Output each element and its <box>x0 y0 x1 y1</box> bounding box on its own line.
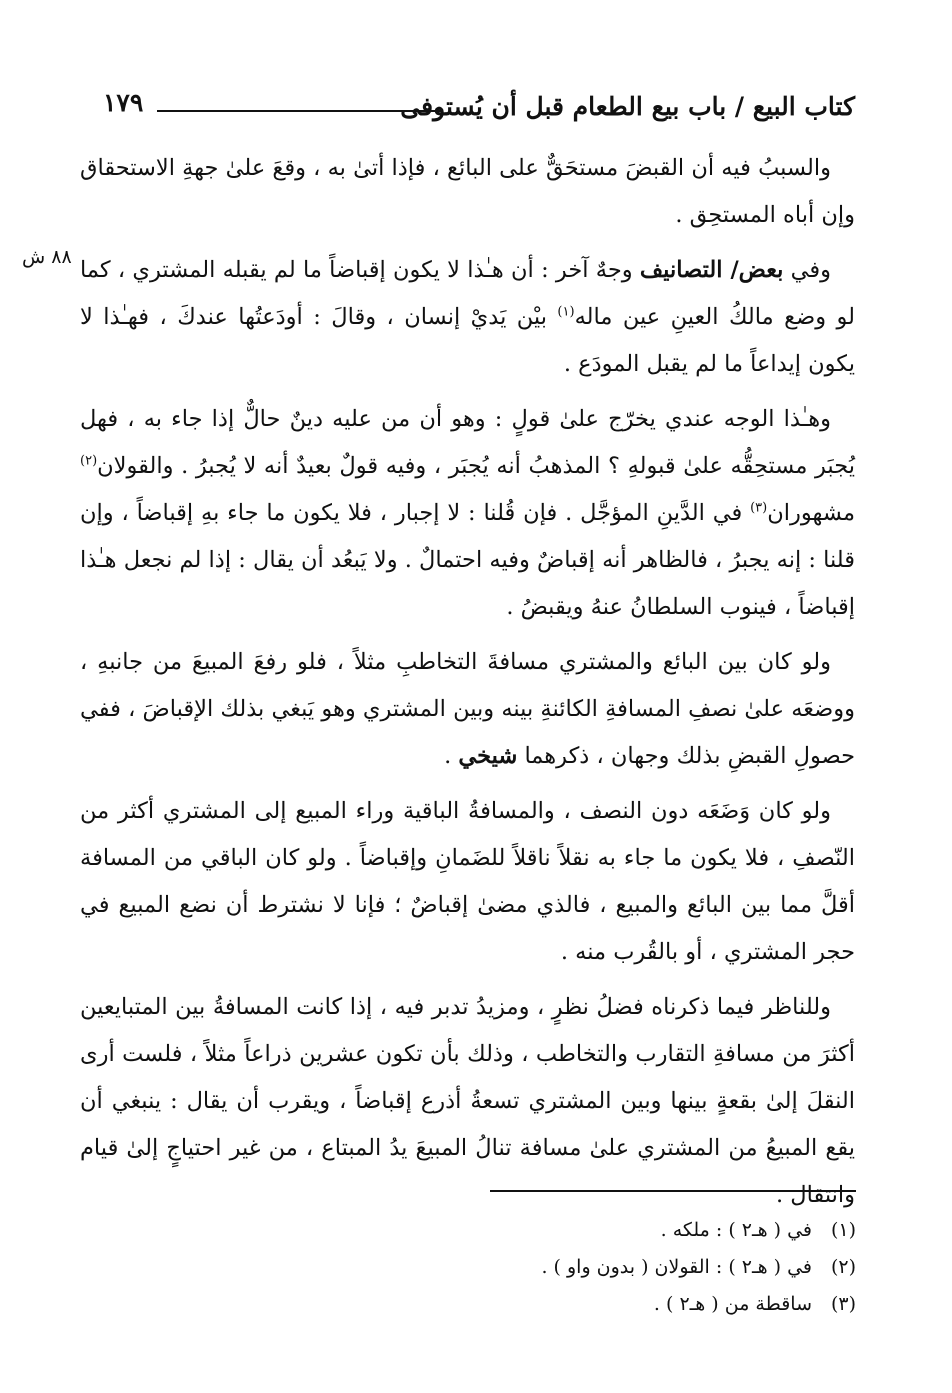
footnote <box>300 1249 856 1286</box>
footnote-ref-2: (٢) <box>80 453 98 469</box>
page-number: ١٧٩ <box>103 88 144 117</box>
paragraph-text: وجهٌ آخر : أن هـٰذا لا يكون إقباضاً ما لم يقبله المشتري ، كما لو وضع مالكُ العينِ عين ماله <box>80 257 855 330</box>
paragraph-1 <box>80 145 855 239</box>
footnotes <box>300 1212 856 1323</box>
footnote-number: (٣) <box>830 1293 856 1315</box>
footnote-text: في ( هـ٢ ) : ملكه . <box>660 1219 812 1241</box>
header-rule <box>157 110 443 112</box>
bold-phrase: شيخي <box>458 743 518 769</box>
running-title: كتاب البيع / باب بيع الطعام قبل أن يُستوفى <box>400 92 855 121</box>
footnote <box>300 1286 856 1323</box>
paragraph-text: في الدَّينِ المؤجَّل . فإن قُلنا : لا إجبار ، فلا يكون ما جاء بهِ إقباضاً ، وإن قلنا : إنه يجبرُ ، فالظاهر أنه إقباضٌ وفيه احتمالٌ . ولا يَبعُد أن يقال : إذا لم نجعل هـٰذا إقباضاً ، فينوب السلطانُ عنهُ ويقبضُ . <box>80 500 855 620</box>
paragraph-text: ولو كان بين البائع والمشتري مسافةَ التخاطبِ مثلاً ، فلو رفعَ المبيعَ من جانبهِ ، ووضعَه علىٰ نصفِ المسافةِ الكائنةِ بينه وبين المشتري وهو يَبغي بذلك الإقباضَ ، ففي حصولِ القبضِ بذلك وجهان ، ذكرهما <box>80 649 855 769</box>
footnote-number: (١) <box>830 1219 856 1241</box>
paragraph-6 <box>80 984 855 1219</box>
paragraph-text: ولو كان وَضَعَه دون النصف ، والمسافةُ الباقية وراء المبيع إلى المشتري أكثر من النّصفِ ، فلا يكون ما جاء به نقلاً ناقلاً للضَمانِ وإقباضاً . ولو كان الباقي من المسافة أقلَّ مما بين البائع والمبيع ، فالذي مضىٰ إقباضٌ ؛ فإنا لا نشترط أن نضع المبيع في حجر المشتري ، أو بالقُرب منه . <box>80 798 855 965</box>
paragraph-4 <box>80 639 855 780</box>
footnote-ref-1: (١) <box>557 304 575 320</box>
running-header <box>95 88 855 128</box>
paragraph-2 <box>80 247 855 388</box>
paragraph-text: وللناظر فيما ذكرناه فضلُ نظرٍ ، ومزيدُ تدبر فيه ، إذا كانت المسافةُ بين المتبايعين أكثرَ من مسافةِ التقارب والتخاطب ، وذلك بأن تكون عشرين ذراعاً مثلاً ، فلست أرى النقلَ إلىٰ بقعةٍ بينها وبين المشتري تسعةُ أذرع إقباضاً ، ويقرب أن يقال : ينبغي أن يقع المبيعُ من المشتري علىٰ مسافة تنالُ المبيعَ يدُ المبتاع ، من غير احتياجٍ إلىٰ قيام وانتقال . <box>80 994 855 1208</box>
footnote <box>300 1212 856 1249</box>
paragraph-3 <box>80 396 855 631</box>
footnote-number: (٢) <box>830 1256 856 1278</box>
paragraph-text: وهـٰذا الوجه عندي يخرّج علىٰ قولٍ : وهو أن من عليه دينٌ حالٌّ إذا جاء به ، فهل يُجبَر مستحِقُّه علىٰ قبولهِ ؟ المذهبُ أنه يُجبَر ، وفيه قولٌ بعيدٌ أنه لا يُجبرُ . والقولان <box>80 406 855 479</box>
paragraph-text: وفي <box>783 257 832 283</box>
margin-folio-note: ٨٨ ش <box>22 246 72 268</box>
paragraph-5 <box>80 788 855 976</box>
paragraph-text: بيْن يَديْ إنسان ، وقالَ : أودَعتُها عندكَ ، فهـٰذا لا يكون إيداعاً ما لم يقبل المودَع . <box>80 304 855 377</box>
paragraph-text: والسببُ فيه أن القبضَ مستحَقٌّ على البائع ، فإذا أتىٰ به ، وقعَ علىٰ جهةِ الاستحقاق وإن أباه المستحِق . <box>80 155 855 228</box>
paragraph-text: مشهوران <box>767 500 855 526</box>
footnote-separator <box>490 1190 856 1192</box>
bold-phrase: بعض/ التصانيف <box>639 257 784 283</box>
main-text <box>80 145 855 1227</box>
paragraph-text: . <box>444 743 459 769</box>
footnote-text: في ( هـ٢ ) : القولان ( بدون واو ) . <box>541 1256 812 1278</box>
footnote-text: ساقطة من ( هـ٢ ) . <box>653 1293 812 1315</box>
footnote-ref-3: (٣) <box>750 500 768 516</box>
